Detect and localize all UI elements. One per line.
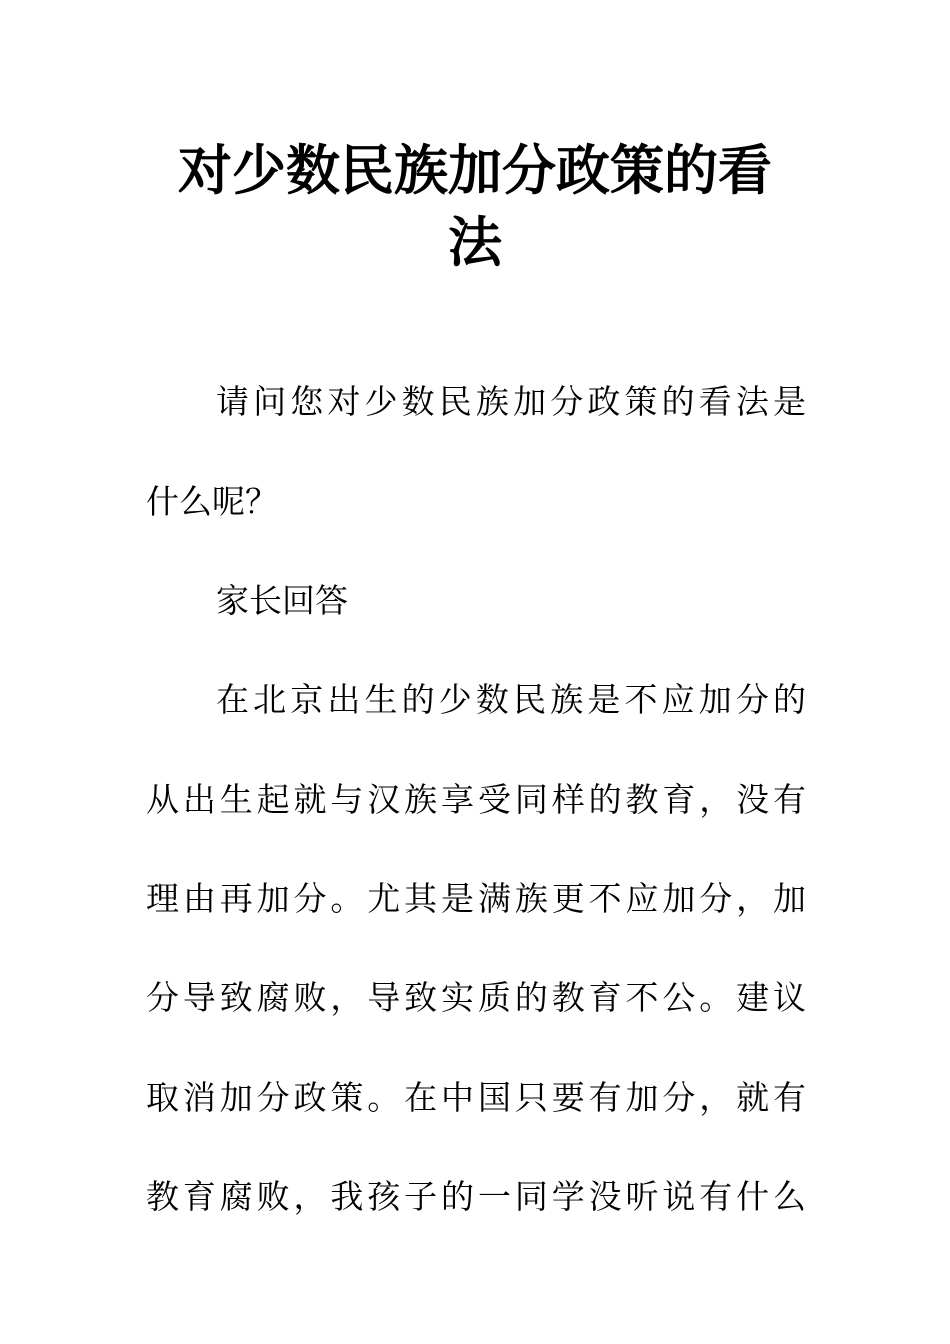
body-line-2: 什么呢？	[146, 482, 278, 521]
document-title-line-2: 法	[448, 210, 502, 274]
body-line-7: 分导致腐败，导致实质的教育不公。建议	[146, 978, 806, 1017]
body-line-6: 理由再加分。尤其是满族更不应加分，加	[146, 879, 806, 918]
body-line-1: 请问您对少数民族加分政策的看法是	[216, 382, 806, 421]
document-title-line-1: 对少数民族加分政策的看	[178, 138, 772, 202]
body-line-8: 取消加分政策。在中国只要有加分，就有	[146, 1078, 806, 1117]
body-line-5: 从出生起就与汉族享受同样的教育，没有	[146, 780, 806, 819]
body-line-3: 家长回答	[216, 581, 348, 620]
body-line-4: 在北京出生的少数民族是不应加分的	[216, 680, 806, 719]
body-line-9: 教育腐败，我孩子的一同学没听说有什么	[146, 1177, 806, 1216]
